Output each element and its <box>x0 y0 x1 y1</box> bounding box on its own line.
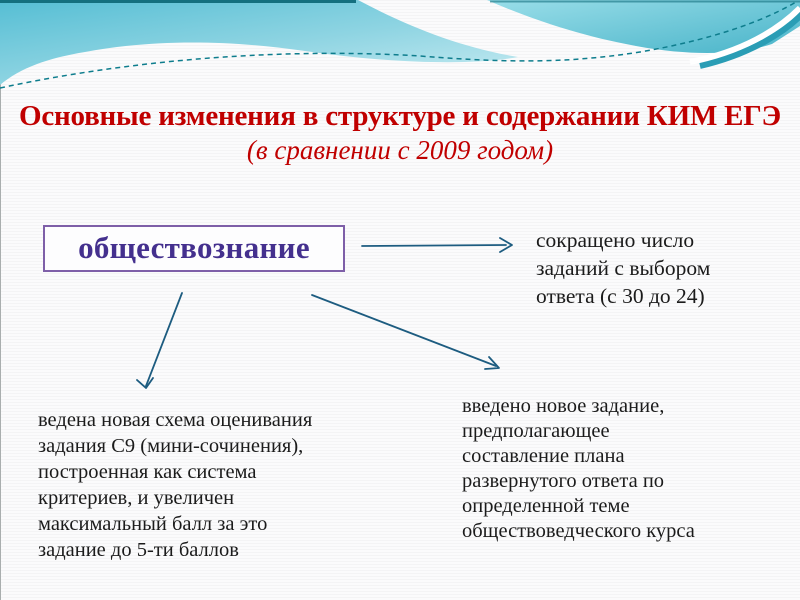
note-line: развернутого ответа по <box>462 470 665 492</box>
wave-sky-shape <box>0 0 518 85</box>
note-line: обществоведческого курса <box>462 520 695 542</box>
note-reduced-choice-tasks <box>536 226 710 310</box>
arrow-to-right-note-icon <box>362 238 512 252</box>
subject-box <box>43 225 345 272</box>
page-subtitle: (в сравнении с 2009 годом) <box>246 135 554 165</box>
note-line: предполагающее <box>462 420 610 442</box>
wave-white-highlight <box>690 8 800 62</box>
slide-left-edge-line <box>0 0 1 600</box>
note-line: заданий с выбором <box>536 256 711 280</box>
wave-dashed-line <box>0 2 796 88</box>
note-line: максимальный балл за это <box>38 513 268 535</box>
note-line: определенной теме <box>462 495 630 517</box>
note-line: введено новое задание, <box>462 395 665 417</box>
banner-wave-decoration <box>0 0 800 100</box>
arrow-to-bottom-left-note-icon <box>137 293 182 388</box>
note-line: задания С9 (мини-сочинения), <box>38 435 304 457</box>
arrow-to-bottom-right-note-icon <box>312 295 499 369</box>
note-line: составление плана <box>462 445 625 467</box>
page-title: Основные изменения в структуре и содержании КИМ ЕГЭ <box>18 100 782 132</box>
subject-box-label: обществознание <box>78 229 310 265</box>
note-line: критериев, и увеличен <box>38 487 235 509</box>
note-line: задание до 5-ти баллов <box>38 539 239 561</box>
note-line: построенная как система <box>38 461 257 483</box>
note-line: ответа (с 30 до 24) <box>536 284 705 308</box>
wave-ribbon-shape <box>487 0 800 53</box>
note-new-plan-task <box>462 394 695 544</box>
note-new-grading-scheme <box>38 407 312 563</box>
note-line: сокращено число <box>536 228 695 252</box>
note-line: ведена новая схема оценивания <box>38 409 313 431</box>
slide-title-block <box>0 99 800 166</box>
wave-dark-edge <box>700 12 800 66</box>
